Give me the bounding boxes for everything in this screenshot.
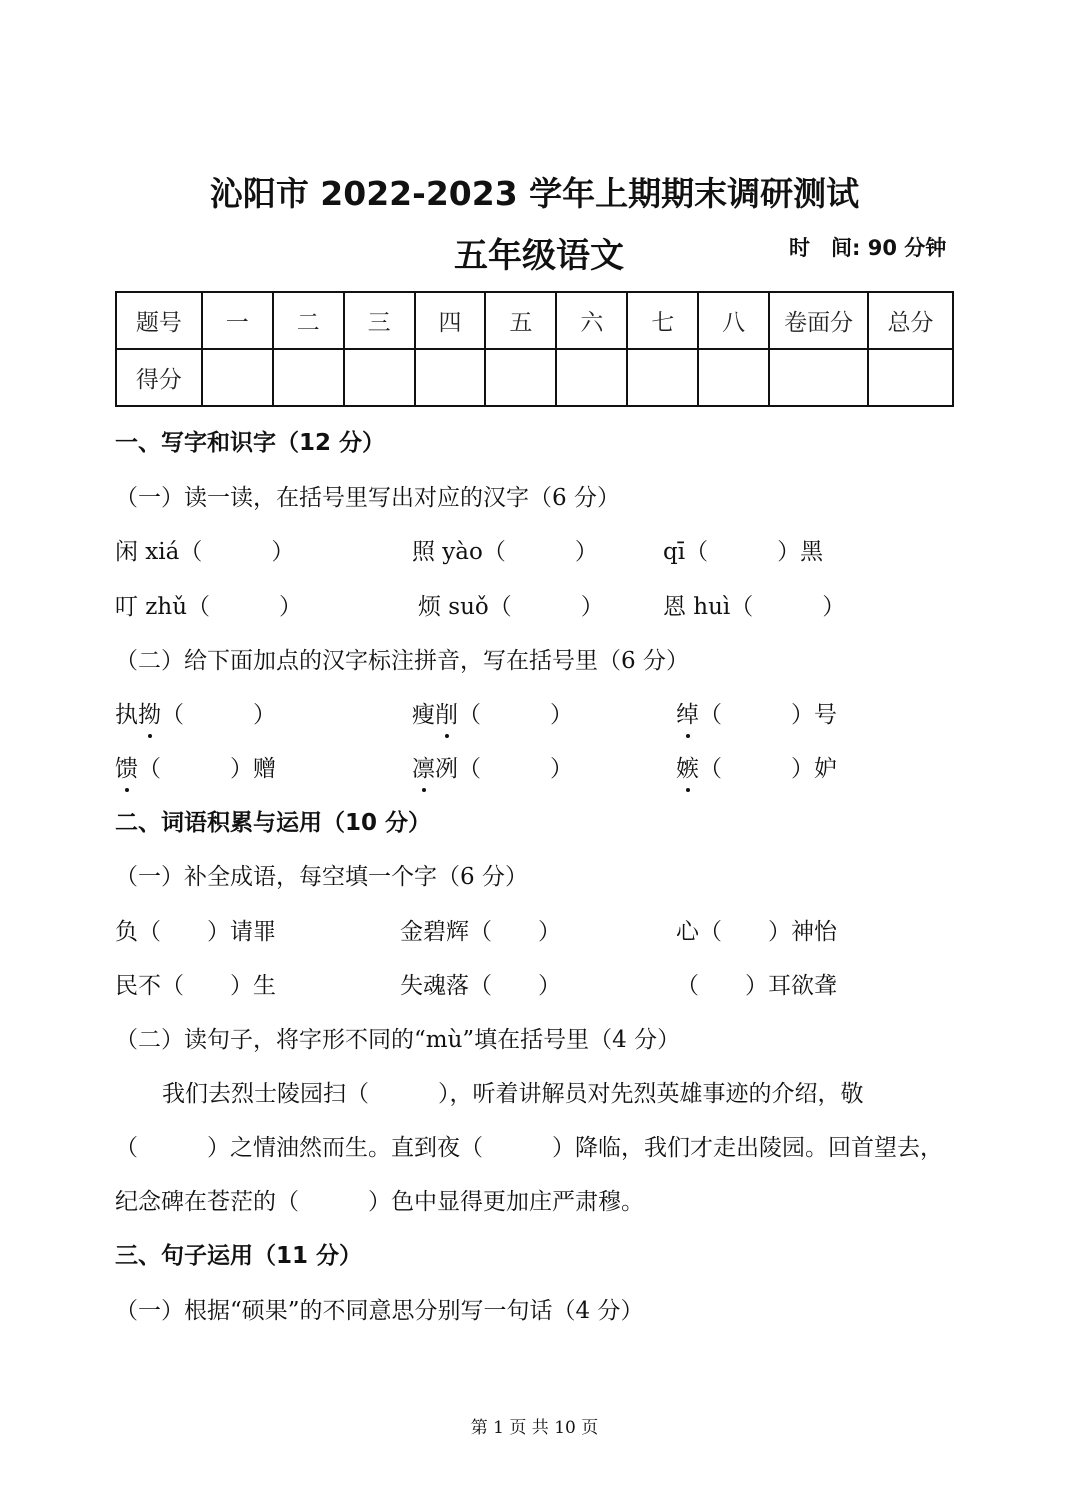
question-item xyxy=(676,750,837,783)
question-item: 闲 xiá（ ） xyxy=(115,539,295,565)
score-table xyxy=(115,291,954,407)
score-entry-cell xyxy=(202,349,273,406)
score-entry-cell xyxy=(868,349,953,406)
section-heading: 二、词语积累与运用（10 分） xyxy=(115,810,432,836)
section-heading: 三、句子运用（11 分） xyxy=(115,1243,363,1269)
question-item: 失魂落（ ） xyxy=(400,973,561,999)
question-heading: （一）读一读，在括号里写出对应的汉字（6 分） xyxy=(115,485,620,511)
score-entry-cell xyxy=(769,349,868,406)
item-text: （ ） xyxy=(458,702,573,728)
question-item: 恩 huì（ ） xyxy=(663,594,846,620)
exam-title: 沁阳市 2022-2023 学年上期期末调研测试 xyxy=(209,174,860,213)
score-entry-cell xyxy=(485,349,556,406)
table-cell: 题号 xyxy=(116,292,202,349)
question-heading: （二）给下面加点的汉字标注拼音，写在括号里（6 分） xyxy=(115,648,689,674)
question-item: 金碧辉（ ） xyxy=(400,919,561,945)
question-item: 叮 zhǔ（ ） xyxy=(115,594,303,620)
item-text: （ ）赠 xyxy=(138,756,276,782)
paragraph-line: （ ）之情油然而生。直到夜（ ）降临，我们才走出陵园。回首望去， xyxy=(115,1135,943,1161)
item-text: （ ）号 xyxy=(699,702,837,728)
item-text: （ ） xyxy=(161,702,276,728)
question-item xyxy=(115,696,276,729)
question-item: 烦 suǒ（ ） xyxy=(418,594,604,620)
time-limit: 时 间: 90 分钟 xyxy=(789,236,947,260)
dotted-char: 嫉 xyxy=(676,756,699,782)
table-cell: 四 xyxy=(415,292,486,349)
table-cell: 五 xyxy=(485,292,556,349)
table-cell: 二 xyxy=(273,292,344,349)
question-item xyxy=(412,696,573,729)
dotted-char: 馈 xyxy=(115,756,138,782)
table-cell: 得分 xyxy=(116,349,202,406)
table-cell: 总分 xyxy=(868,292,953,349)
score-entry-cell xyxy=(556,349,627,406)
question-item xyxy=(676,696,837,729)
table-cell: 卷面分 xyxy=(769,292,868,349)
question-heading: （一）根据“硕果”的不同意思分别写一句话（4 分） xyxy=(115,1298,644,1324)
score-entry-cell xyxy=(273,349,344,406)
question-item: 负（ ）请罪 xyxy=(115,919,276,945)
item-text: 冽（ ） xyxy=(435,756,573,782)
section-heading: 一、写字和识字（12 分） xyxy=(115,430,386,456)
score-table-score-row xyxy=(116,349,953,406)
question-item: 民不（ ）生 xyxy=(115,973,276,999)
question-item xyxy=(412,750,573,783)
paragraph-line: 我们去烈士陵园扫（ ），听着讲解员对先烈英雄事迹的介绍，敬 xyxy=(162,1081,864,1107)
dotted-char: 绰 xyxy=(676,702,699,728)
dotted-char: 凛 xyxy=(412,756,435,782)
table-cell: 一 xyxy=(202,292,273,349)
question-item: 心（ ）神怡 xyxy=(676,919,837,945)
table-cell: 三 xyxy=(344,292,415,349)
table-cell: 六 xyxy=(556,292,627,349)
score-entry-cell xyxy=(698,349,769,406)
table-cell: 七 xyxy=(627,292,698,349)
question-heading: （二）读句子，将字形不同的“mù”填在括号里（4 分） xyxy=(115,1027,681,1053)
paragraph-line: 纪念碑在苍茫的（ ）色中显得更加庄严肃穆。 xyxy=(115,1189,644,1215)
question-item: （ ）耳欲聋 xyxy=(676,973,837,999)
exam-subtitle: 五年级语文 xyxy=(454,236,624,276)
question-item: qī（ ）黑 xyxy=(663,539,824,565)
table-cell: 八 xyxy=(698,292,769,349)
item-text: 执 xyxy=(115,702,138,728)
dotted-char: 削 xyxy=(435,702,458,728)
score-entry-cell xyxy=(415,349,486,406)
question-heading: （一）补全成语，每空填一个字（6 分） xyxy=(115,864,528,890)
question-item: 照 yào（ ） xyxy=(412,539,598,565)
item-text: 瘦 xyxy=(412,702,435,728)
dotted-char: 拗 xyxy=(138,702,161,728)
score-table-header-row xyxy=(116,292,953,349)
score-entry-cell xyxy=(344,349,415,406)
question-item xyxy=(115,750,276,783)
page-footer: 第 1 页 共 10 页 xyxy=(470,1418,599,1438)
item-text: （ ）妒 xyxy=(699,756,837,782)
score-entry-cell xyxy=(627,349,698,406)
